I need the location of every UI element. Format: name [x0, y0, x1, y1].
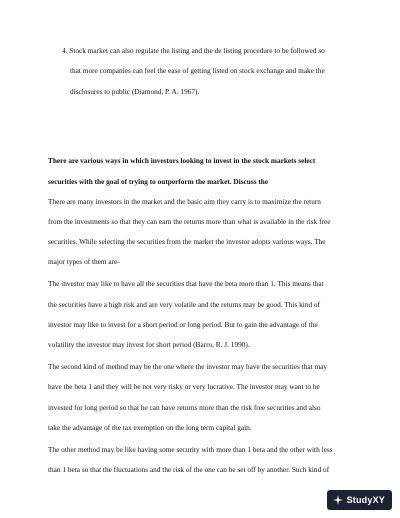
paragraph-1-line-1: There are many investors in the market and the basic aim they carry is to maximize the return: [48, 197, 321, 206]
paragraph-3-line-4: take the advantage of the tax exemption on the long term capital gain.: [48, 423, 252, 432]
paragraph-3-line-3: invested for long period so that he can have returns more than the risk free securities and also: [48, 403, 321, 412]
badge-brand-name: StudyXY: [346, 495, 385, 505]
paragraph-4-line-1: The other method may be like having some security with more than 1 beta and the other with less: [48, 445, 333, 454]
paragraph-2-line-3: investor may like to invest for a short period or long period. But to gain the advantage of the: [48, 320, 318, 329]
list-item-4-line-2: that more companies can feel the ease of getting listed on stock exchange and make the: [70, 66, 325, 75]
paragraph-2-line-2: the securities have a high risk and are very volatile and the returns may be good. This kind of: [48, 300, 321, 309]
paragraph-1-line-4: major types of them are-: [48, 257, 120, 266]
paragraph-1-line-2: from the investments so that they can earn the returns more than what is available in the risk free: [48, 217, 331, 226]
paragraph-3-line-1: The second kind of method may be the one where the investor may have the securities that may: [48, 362, 328, 371]
section-heading-line-1: There are various ways in which investors looking to invest in the stock markets select: [48, 156, 316, 165]
paragraph-3-line-2: have the beta 1 and they will be not very risky or very lucrative. The investor may want to be: [48, 382, 320, 391]
plus-star-icon: [333, 495, 343, 505]
paragraph-1-line-3: securities. While selecting the securities from the market the investor adopts various ways. The: [48, 237, 326, 246]
paragraph-2-line-4: volatility the investor may invest for short period (Barro, R. J. 1990).: [48, 340, 250, 349]
list-item-4-line-1: 4. Stock market can also regulate the listing and the de listing procedure to be followed so: [62, 46, 325, 55]
paragraph-4-line-2: than 1 beta so that the fluctuations and the risk of the one can be set off by another. Such kind of: [48, 465, 330, 474]
list-item-4-line-3: disclosures to public (Diamond, P. A. 1967).: [70, 87, 200, 96]
section-heading-line-2: securities with the goal of trying to outperform the market. Discuss the: [48, 177, 269, 186]
paragraph-2-line-1: The investor may like to have all the securities that have the beta more than 1. This means that: [48, 279, 324, 288]
studyxy-badge[interactable]: [327, 490, 392, 510]
